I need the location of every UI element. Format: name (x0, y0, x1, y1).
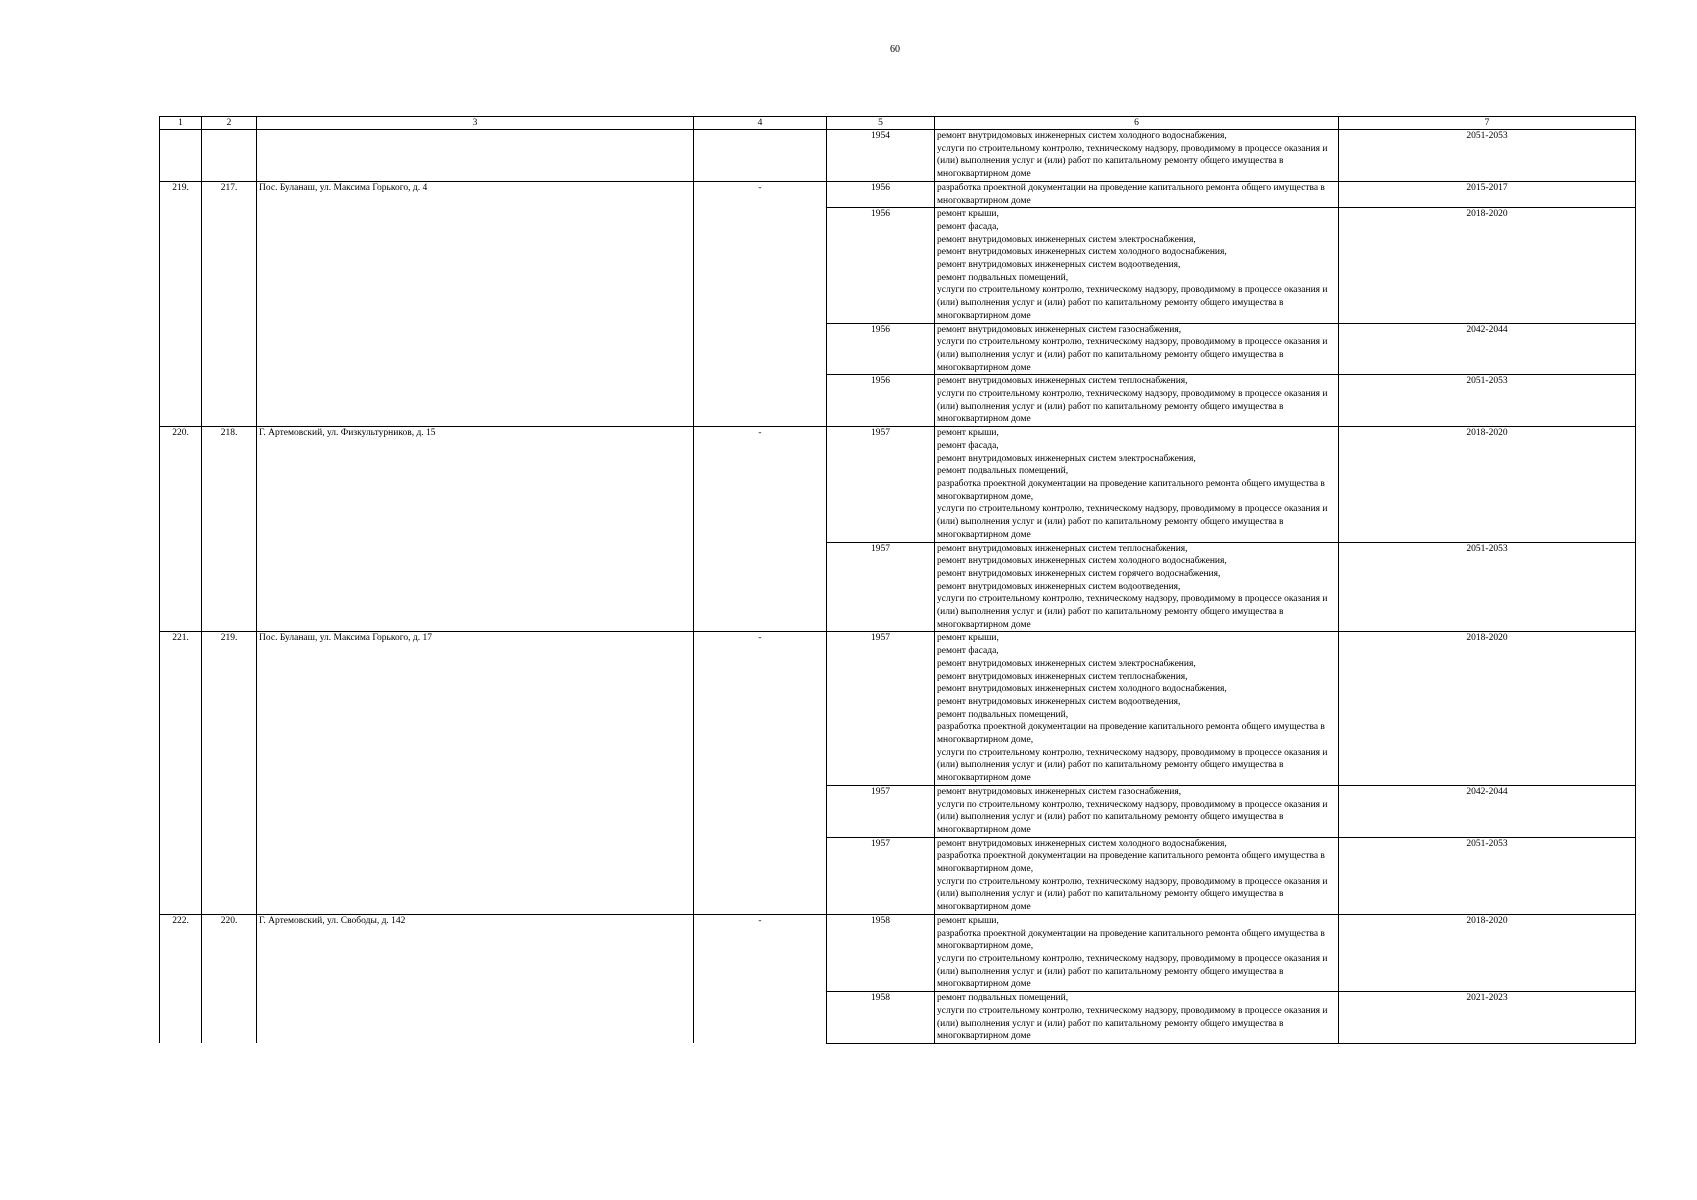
year-cell: 1958 (827, 914, 935, 991)
column-header: 1 (160, 117, 202, 130)
row-number-cell (160, 130, 202, 182)
period-cell: 2021-2023 (1339, 992, 1636, 1044)
period-cell: 2018-2020 (1339, 427, 1636, 542)
year-cell: 1957 (827, 542, 935, 632)
period-cell: 2018-2020 (1339, 914, 1636, 991)
table-body (160, 130, 1636, 1044)
works-cell: ремонт внутридомовых инженерных систем теплоснабжения, ремонт внутридомовых инженерных систем холодного водоснабжения, ремонт внутридомовых инженерных систем горячего водоснабжения, ремонт внутридомовых инженерных систем водоотведения, услуги по строительному контролю, техническому надзору, проводимому в процессе оказания и (или) выполнения услуг и (или) работ по капитальному ремонту общего имущества в многоквартирном доме (935, 542, 1339, 632)
column-4-cell: - (694, 632, 827, 914)
house-id-cell (202, 130, 257, 182)
column-4-cell: - (694, 914, 827, 1043)
works-cell: разработка проектной документации на проведение капитального ремонта общего имущества в многоквартирном доме (935, 181, 1339, 207)
table-header (160, 117, 1636, 130)
period-cell: 2018-2020 (1339, 208, 1636, 323)
year-cell: 1957 (827, 837, 935, 914)
works-cell: ремонт крыши, ремонт фасада, ремонт внутридомовых инженерных систем электроснабжения, ремонт внутридомовых инженерных систем теплоснабжения, ремонт внутридомовых инженерных систем холодного водоснабжения, ремонт внутридомовых инженерных систем водоотведения, ремонт подвальных помещений, разработка проектной документации на проведение капитального ремонта общего имущества в многоквартирном доме, услуги по строительному контролю, техническому надзору, проводимому в процессе оказания и (или) выполнения услуг и (или) работ по капитальному ремонту общего имущества в многоквартирном доме (935, 632, 1339, 785)
page-number: 60 (890, 44, 900, 55)
works-cell: ремонт внутридомовых инженерных систем газоснабжения, услуги по строительному контролю, техническому надзору, проводимому в процессе оказания и (или) выполнения услуг и (или) работ по капитальному ремонту общего имущества в многоквартирном доме (935, 785, 1339, 837)
works-cell: ремонт внутридомовых инженерных систем холодного водоснабжения, услуги по строительному контролю, техническому надзору, проводимому в процессе оказания и (или) выполнения услуг и (или) работ по капитальному ремонту общего имущества в многоквартирном доме (935, 130, 1339, 182)
column-header: 4 (694, 117, 827, 130)
year-cell: 1956 (827, 181, 935, 207)
column-4-cell (694, 130, 827, 182)
address-cell: Пос. Буланаш, ул. Максима Горького, д. 4 (257, 181, 694, 426)
column-header: 7 (1339, 117, 1636, 130)
works-cell: ремонт крыши, ремонт фасада, ремонт внутридомовых инженерных систем электроснабжения, ремонт внутридомовых инженерных систем холодного водоснабжения, ремонт внутридомовых инженерных систем водоотведения, ремонт подвальных помещений, услуги по строительному контролю, техническому надзору, проводимому в процессе оказания и (или) выполнения услуг и (или) работ по капитальному ремонту общего имущества в многоквартирном доме (935, 208, 1339, 323)
works-cell: ремонт крыши, разработка проектной документации на проведение капитального ремонта общего имущества в многоквартирном доме, услуги по строительному контролю, техническому надзору, проводимому в процессе оказания и (или) выполнения услуг и (или) работ по капитальному ремонту общего имущества в многоквартирном доме (935, 914, 1339, 991)
year-cell: 1957 (827, 632, 935, 785)
header-row (160, 117, 1636, 130)
year-cell: 1956 (827, 323, 935, 375)
house-id-cell: 219. (202, 632, 257, 914)
period-cell: 2015-2017 (1339, 181, 1636, 207)
row-number-cell: 219. (160, 181, 202, 426)
column-4-cell: - (694, 181, 827, 426)
period-cell: 2042-2044 (1339, 785, 1636, 837)
table-row (160, 427, 1636, 542)
column-header: 3 (257, 117, 694, 130)
column-4-cell: - (694, 427, 827, 632)
works-cell: ремонт крыши, ремонт фасада, ремонт внутридомовых инженерных систем электроснабжения, ремонт подвальных помещений, разработка проектной документации на проведение капитального ремонта общего имущества в многоквартирном доме, услуги по строительному контролю, техническому надзору, проводимому в процессе оказания и (или) выполнения услуг и (или) работ по капитальному ремонту общего имущества в многоквартирном доме (935, 427, 1339, 542)
year-cell: 1956 (827, 208, 935, 323)
table-row (160, 914, 1636, 991)
year-cell: 1957 (827, 427, 935, 542)
house-id-cell: 220. (202, 914, 257, 1043)
year-cell: 1954 (827, 130, 935, 182)
table-row (160, 130, 1636, 182)
works-cell: ремонт внутридомовых инженерных систем холодного водоснабжения, разработка проектной документации на проведение капитального ремонта общего имущества в многоквартирном доме, услуги по строительному контролю, техническому надзору, проводимому в процессе оказания и (или) выполнения услуг и (или) работ по капитальному ремонту общего имущества в многоквартирном доме (935, 837, 1339, 914)
house-id-cell: 218. (202, 427, 257, 632)
row-number-cell: 222. (160, 914, 202, 1043)
address-cell: Г. Артемовский, ул. Свободы, д. 142 (257, 914, 694, 1043)
period-cell: 2051-2053 (1339, 542, 1636, 632)
period-cell: 2018-2020 (1339, 632, 1636, 785)
column-header: 5 (827, 117, 935, 130)
column-header: 6 (935, 117, 1339, 130)
works-cell: ремонт внутридомовых инженерных систем газоснабжения, услуги по строительному контролю, техническому надзору, проводимому в процессе оказания и (или) выполнения услуг и (или) работ по капитальному ремонту общего имущества в многоквартирном доме (935, 323, 1339, 375)
year-cell: 1956 (827, 375, 935, 427)
period-cell: 2051-2053 (1339, 375, 1636, 427)
period-cell: 2042-2044 (1339, 323, 1636, 375)
year-cell: 1957 (827, 785, 935, 837)
row-number-cell: 220. (160, 427, 202, 632)
row-number-cell: 221. (160, 632, 202, 914)
repair-program-table (159, 116, 1636, 1044)
period-cell: 2051-2053 (1339, 837, 1636, 914)
column-header: 2 (202, 117, 257, 130)
address-cell (257, 130, 694, 182)
period-cell: 2051-2053 (1339, 130, 1636, 182)
works-cell: ремонт внутридомовых инженерных систем теплоснабжения, услуги по строительному контролю, техническому надзору, проводимому в процессе оказания и (или) выполнения услуг и (или) работ по капитальному ремонту общего имущества в многоквартирном доме (935, 375, 1339, 427)
table-row (160, 181, 1636, 207)
house-id-cell: 217. (202, 181, 257, 426)
works-cell: ремонт подвальных помещений, услуги по строительному контролю, техническому надзору, проводимому в процессе оказания и (или) выполнения услуг и (или) работ по капитальному ремонту общего имущества в многоквартирном доме (935, 992, 1339, 1044)
address-cell: Пос. Буланаш, ул. Максима Горького, д. 17 (257, 632, 694, 914)
table-row (160, 632, 1636, 785)
year-cell: 1958 (827, 992, 935, 1044)
address-cell: Г. Артемовский, ул. Физкультурников, д. 15 (257, 427, 694, 632)
